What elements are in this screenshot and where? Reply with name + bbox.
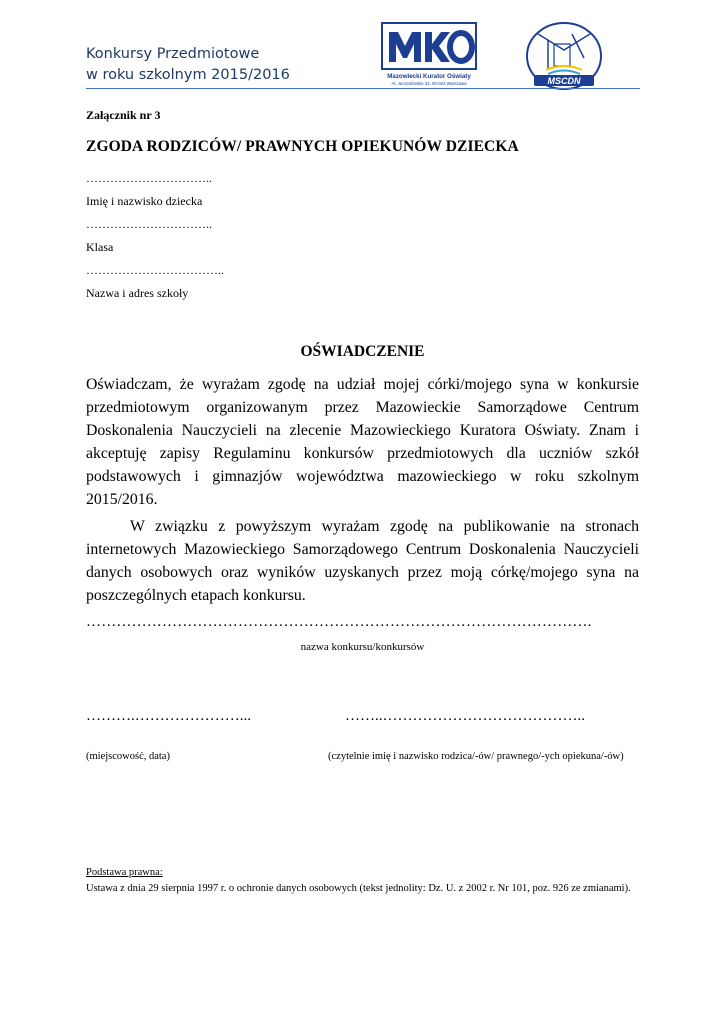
child-name-label: Imię i nazwisko dziecka	[86, 194, 203, 208]
legal-basis-heading: Podstawa prawna:	[86, 867, 163, 878]
place-date-label: (miejscowość, data)	[86, 751, 170, 762]
place-date-dots: ……….…………………...	[86, 708, 251, 724]
signature-dots: ……..…………………………………..	[345, 708, 585, 724]
mko-logo	[381, 22, 477, 88]
legal-basis-text: Ustawa z dnia 29 sierpnia 1997 r. o ochronie danych osobowych (tekst jednolity: Dz. U. z 2002 r. Nr 101, poz. 926 ze zmianami).	[86, 883, 631, 894]
header-title-line2: w roku szkolnym 2015/2016	[86, 67, 290, 83]
header-title-line1: Konkursy Przedmiotowe	[86, 46, 260, 62]
signature-label: (czytelnie imię i nazwisko rodzica/-ów/ prawnego/-ych opiekuna/-ów)	[328, 751, 624, 762]
contest-name-label: nazwa konkursu/konkursów	[300, 641, 425, 653]
declaration-paragraph-2: W związku z powyższym wyrażam zgodę na publikowanie na stronach internetowych Mazowieckiego Samorządowego Centrum Doskonalenia Nauczycieli danych osobowych oraz wyników uzyskanych przez moją córkę/mojego syna na poszczególnych etapach konkursu.	[86, 518, 639, 604]
mko-logo-address: Al. Jerozolimskie 32, 00-024 Warszawa	[391, 81, 467, 86]
declaration-title: OŚWIADCZENIE	[300, 343, 425, 360]
mscdn-logo	[524, 20, 604, 92]
mscdn-logo-text: MSCDN	[547, 76, 581, 86]
header-divider	[86, 88, 640, 89]
child-name-dots: …………………………..	[86, 171, 212, 185]
header-title	[86, 44, 290, 86]
attachment-number: Załącznik nr 3	[86, 108, 161, 122]
school-dots: ……………………………..	[86, 263, 224, 277]
class-label: Klasa	[86, 240, 114, 254]
school-label: Nazwa i adres szkoły	[86, 286, 189, 300]
document-title: ZGODA RODZICÓW/ PRAWNYCH OPIEKUNÓW DZIECKA	[86, 138, 519, 155]
mko-logo-caption: Mazowiecki Kurator Oświaty	[387, 73, 471, 80]
contest-name-dots: ……………………………………………………………………………………….	[86, 614, 592, 630]
class-dots: …………………………..	[86, 217, 212, 231]
declaration-paragraph-1: Oświadczam, że wyrażam zgodę na udział mojej córki/mojego syna w konkursie przedmiotowym organizowanym przez Mazowieckie Samorządowe Centrum Doskonalenia Nauczycieli na zlecenie Mazowieckiego Kuratora Oświaty. Znam i akceptuję zapisy Regulaminu konkursów przedmiotowych dla uczniów szkół podstawowych i gimnazjów województwa mazowieckiego w roku szkolnym 2015/2016.	[86, 376, 639, 508]
